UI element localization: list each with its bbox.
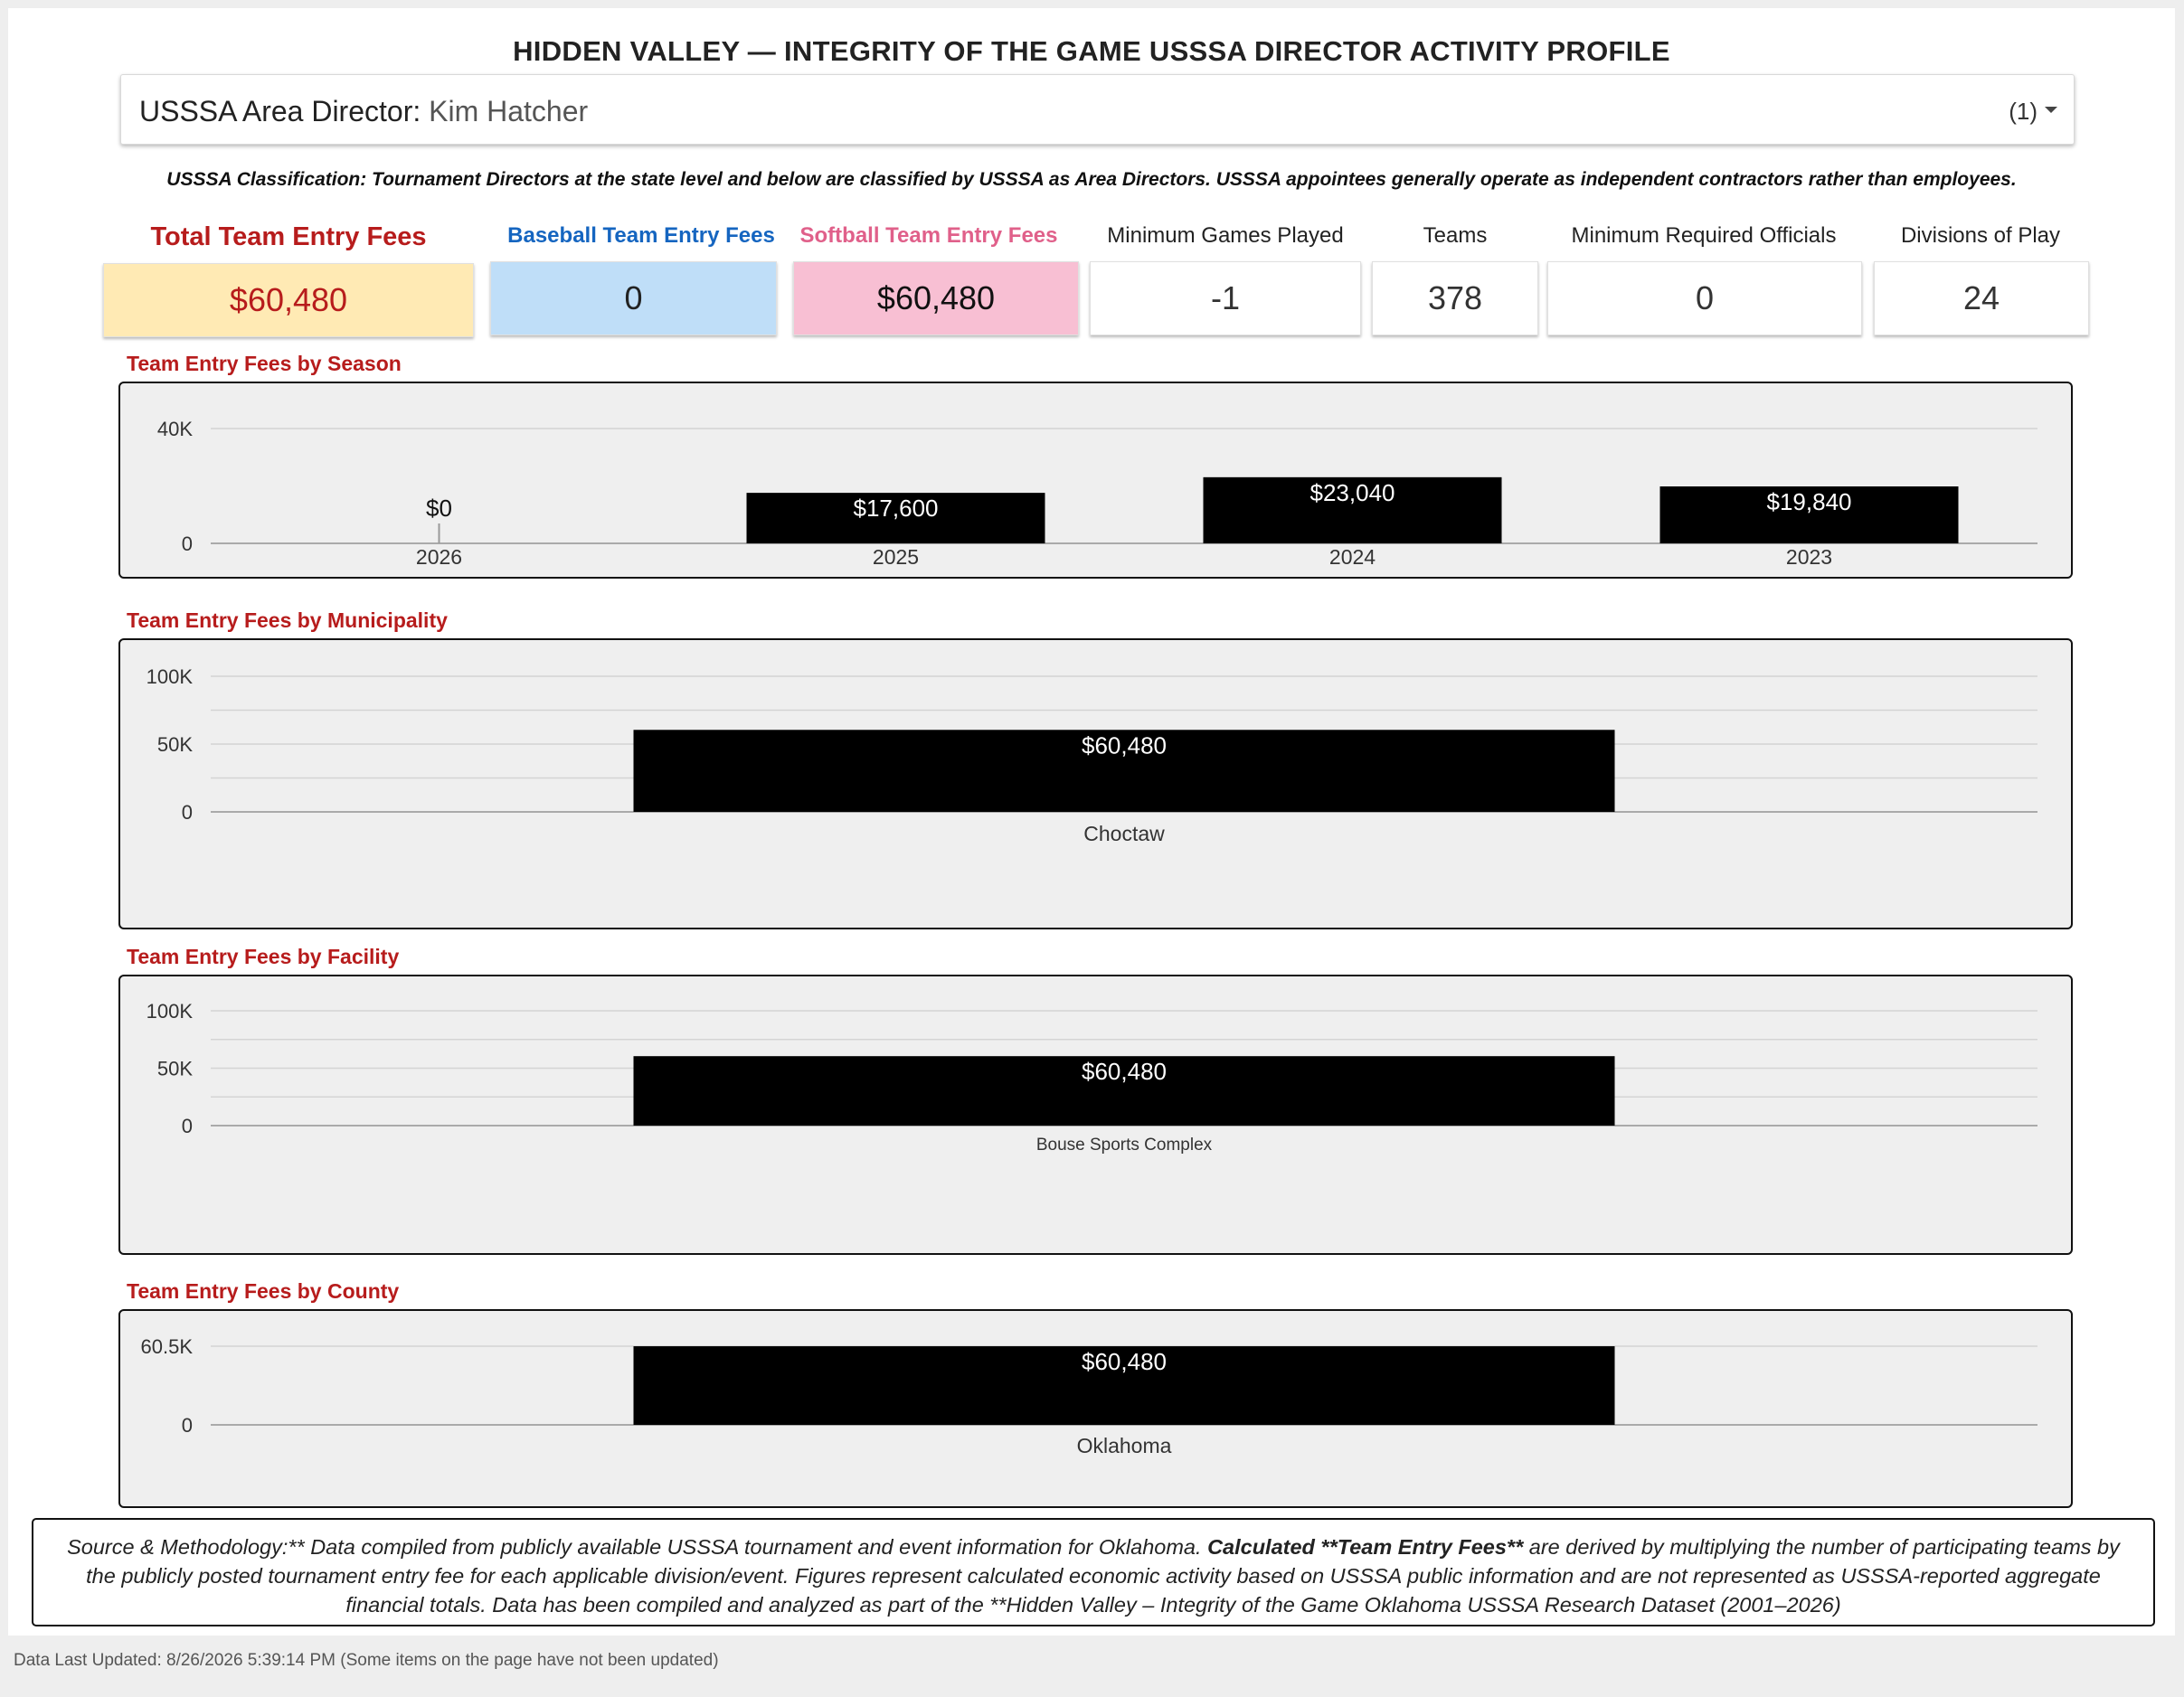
x-tick-label: Choctaw <box>1083 822 1165 845</box>
data-label: $17,600 <box>853 495 939 523</box>
y-tick-label: 40K <box>156 418 193 440</box>
source-methodology-note: Source & Methodology:** Data compiled from publicly available USSSA tournament and event information for Oklahoma. Calculated **Team Entry Fees** are derived by multiplying the number of participating teams by the publicly posted tournament entry fee for each applicable division/event. Figures represent calculated economic activity based on USSSA public information and are not represented as USSSA-reported aggregate financial totals. Data has been compiled and analyzed as part of the **Hidden Valley – Integrity of the Game Oklahoma USSSA Research Dataset (2001–2026) <box>32 1518 2155 1626</box>
director-selector[interactable] <box>120 74 2075 145</box>
x-tick-label: Bouse Sports Complex <box>1035 1136 1213 1155</box>
chart-panel-county <box>118 1309 2073 1508</box>
page-title: HIDDEN VALLEY — INTEGRITY OF THE GAME USSSA DIRECTOR ACTIVITY PROFILE <box>513 35 1670 67</box>
kpi-label-min-officials: Minimum Required Officials <box>1571 223 1837 248</box>
y-tick-label: 100K <box>146 1000 193 1023</box>
y-tick-label: 50K <box>156 733 193 756</box>
chart-title-county: Team Entry Fees by County <box>127 1279 400 1303</box>
kpi-value-divisions: 24 <box>1874 261 2089 335</box>
kpi-value-min-games: -1 <box>1090 261 1361 335</box>
kpi-label-divisions: Divisions of Play <box>1900 223 2061 248</box>
y-tick-label: 0 <box>181 1414 193 1437</box>
data-label: $23,040 <box>1309 478 1395 506</box>
chart-panel-season <box>118 382 2073 579</box>
municipality-chart <box>120 640 2071 928</box>
y-tick-label: 50K <box>156 1057 193 1080</box>
data-label: $60,480 <box>1082 731 1167 759</box>
kpi-value-softball-fees: $60,480 <box>793 261 1079 335</box>
y-tick-label: 0 <box>181 533 193 555</box>
y-tick-label: 100K <box>146 665 193 688</box>
chart-title-season: Team Entry Fees by Season <box>127 352 402 375</box>
season-chart <box>120 383 2071 577</box>
y-tick-label: 0 <box>181 1115 193 1137</box>
classification-note: USSSA Classification: Tournament Directors at the state level and below are classified by USSSA as Area Directors. USSSA appointees generally operate as independent contractors rather than employees. <box>166 169 2017 190</box>
x-tick-label: Oklahoma <box>1076 1434 1172 1457</box>
x-tick-label: 2024 <box>1328 545 1376 569</box>
dropdown-caret-icon[interactable] <box>2045 107 2057 113</box>
kpi-label-min-games: Minimum Games Played <box>1107 223 1344 248</box>
kpi-value-total-fees: $60,480 <box>103 263 474 337</box>
data-label: $19,840 <box>1766 488 1852 516</box>
kpi-label-teams: Teams <box>1423 223 1488 248</box>
data-label: $0 <box>426 495 452 522</box>
x-tick-label: 2026 <box>415 545 463 569</box>
kpi-label-softball-fees: Softball Team Entry Fees <box>799 223 1058 248</box>
y-tick-label: 60.5K <box>140 1335 193 1358</box>
kpi-value-baseball-fees: 0 <box>490 261 777 335</box>
x-tick-label: 2023 <box>1785 545 1833 569</box>
kpi-label-total-fees: Total Team Entry Fees <box>150 222 427 251</box>
last-updated-text: Data Last Updated: 8/26/2026 5:39:14 PM (Some items on the page have not been updated) <box>14 1651 719 1670</box>
kpi-value-min-officials: 0 <box>1547 261 1862 335</box>
chart-panel-municipality <box>118 638 2073 929</box>
kpi-label-baseball-fees: Baseball Team Entry Fees <box>507 223 775 248</box>
county-chart <box>120 1311 2071 1506</box>
director-selector-label: USSSA Area Director: Kim Hatcher <box>139 95 589 127</box>
facility-chart <box>120 976 2071 1253</box>
y-tick-label: 0 <box>181 801 193 824</box>
x-tick-label: 2025 <box>872 545 920 569</box>
chart-title-municipality: Team Entry Fees by Municipality <box>127 608 448 632</box>
chart-title-facility: Team Entry Fees by Facility <box>127 945 400 968</box>
chart-panel-facility <box>118 975 2073 1255</box>
director-selection-count: (1) <box>2009 98 2037 125</box>
data-label: $60,480 <box>1082 1058 1167 1086</box>
director-selector-value: Kim Hatcher <box>429 95 589 127</box>
report-page <box>8 8 2175 1636</box>
data-label: $60,480 <box>1082 1348 1167 1376</box>
kpi-value-teams: 378 <box>1372 261 1538 335</box>
